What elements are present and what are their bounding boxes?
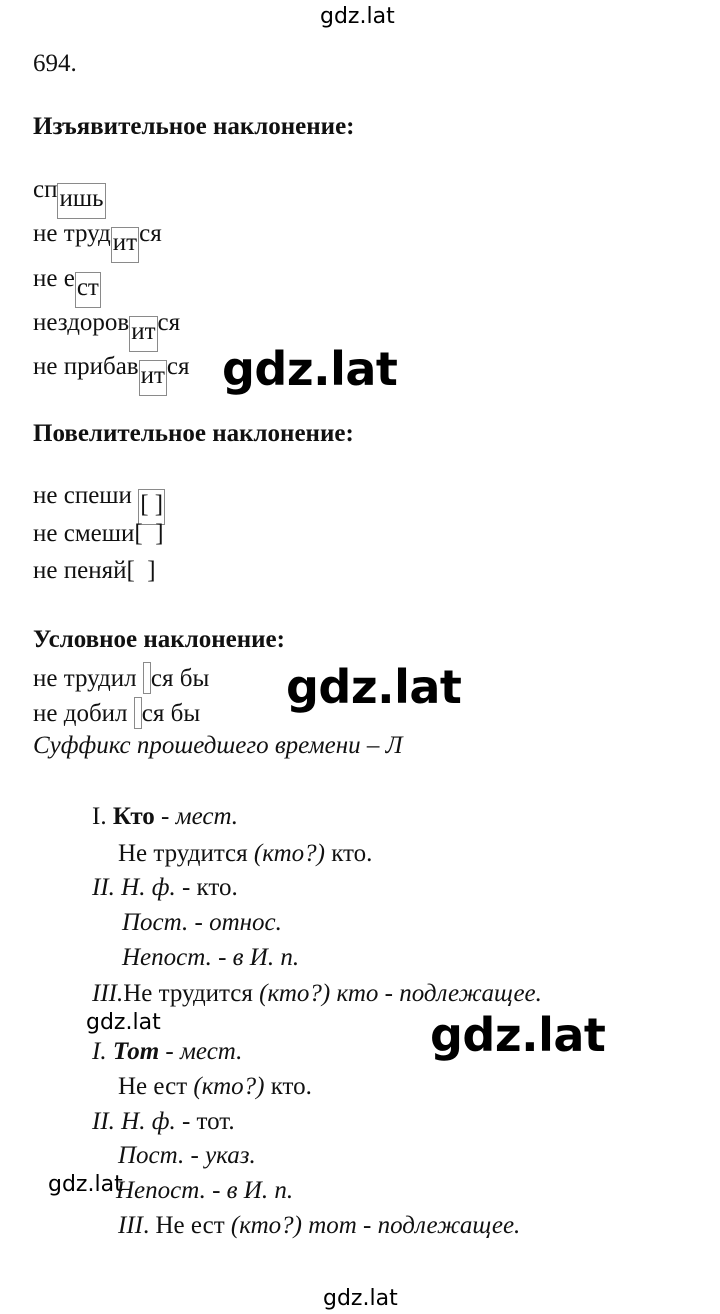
item-tail: ся	[166, 353, 190, 380]
item-stem: не добил	[33, 700, 128, 727]
indicative-item-3	[33, 265, 101, 308]
analysis1-line2	[118, 840, 372, 868]
item-stem: не смеши	[33, 520, 135, 547]
part-of-speech: - мест.	[159, 1038, 243, 1065]
roman-numeral: I.	[92, 803, 107, 830]
watermark-large-2: gdz.lat	[286, 660, 462, 714]
analysis1-line1	[92, 803, 238, 831]
ending-brackets: [ ]	[126, 557, 156, 584]
imperative-item-3	[33, 557, 156, 585]
conditional-heading: Условное наклонение:	[33, 626, 285, 653]
sentence-text: . Не ест	[142, 1212, 231, 1239]
indicative-item-1	[33, 176, 106, 219]
suffix-note: Суффикс прошедшего времени – Л	[33, 732, 403, 759]
analyzed-word: Кто	[112, 803, 155, 830]
analysis1-line3	[92, 874, 238, 902]
sentence-word: кто.	[264, 1073, 312, 1100]
imperative-item-1	[33, 482, 165, 525]
analysis1-line4: Пост. - относ.	[122, 909, 282, 936]
item-tail: ся бы	[150, 665, 210, 692]
imperative-heading: Повелительное наклонение:	[33, 420, 354, 447]
indicative-item-5	[33, 353, 190, 396]
ending-box: ит	[111, 227, 139, 263]
analysis2-line5: Непост. - в И. п.	[116, 1177, 294, 1204]
analysis2-line2	[118, 1073, 312, 1101]
ending-box: ишь	[57, 183, 105, 219]
watermark-small-2: gdz.lat	[48, 1172, 123, 1197]
item-tail: ся	[139, 220, 162, 247]
empty-ending-box	[143, 662, 151, 694]
imperative-item-2	[33, 520, 164, 548]
sentence-text: Не ест	[118, 1073, 194, 1100]
item-stem: нездоров	[33, 309, 130, 336]
ending-brackets: [ ]	[134, 520, 164, 547]
task-number: 694.	[33, 50, 77, 77]
conditional-item-2	[33, 697, 200, 729]
item-stem: не е	[33, 265, 75, 292]
question: (кто?)	[253, 840, 325, 867]
roman-numeral: III.	[92, 980, 124, 1007]
watermark-large-3: gdz.lat	[430, 1008, 606, 1062]
item-stem: не спеши	[33, 482, 139, 509]
analysis1-line6	[92, 980, 542, 1008]
watermark-small-1: gdz.lat	[86, 1010, 161, 1035]
ending-box: [ ]	[138, 489, 165, 525]
analysis2-line3	[92, 1108, 235, 1136]
initial-form-value: - тот.	[175, 1108, 235, 1135]
ending-box: ст	[75, 272, 101, 308]
initial-form-value: - кто.	[175, 874, 238, 901]
item-tail: ся бы	[141, 700, 201, 727]
ending-box: ит	[139, 360, 167, 396]
item-tail: ся	[157, 309, 181, 336]
question: (кто?)	[193, 1073, 265, 1100]
conditional-item-1	[33, 662, 209, 694]
indicative-item-4	[33, 309, 180, 352]
item-stem: не пеняй	[33, 557, 127, 584]
sentence-text: Не трудится	[118, 840, 254, 867]
watermark-top: gdz.lat	[320, 4, 395, 29]
analyzed-word: Тот	[112, 1038, 160, 1065]
indicative-heading: Изъявительное наклонение:	[33, 113, 355, 140]
analysis2-line6	[118, 1212, 520, 1240]
roman-numeral: III	[118, 1212, 143, 1239]
item-stem: не труд	[33, 220, 111, 247]
sentence-text: Не трудится	[123, 980, 260, 1007]
watermark-large-1: gdz.lat	[222, 342, 398, 396]
analysis2-line4: Пост. - указ.	[118, 1142, 256, 1169]
item-stem: не трудил	[33, 665, 137, 692]
ending-box: ит	[129, 316, 157, 352]
item-stem: сп	[33, 176, 58, 203]
sentence-word: кто.	[324, 840, 373, 867]
indicative-item-2	[33, 220, 162, 263]
roman-numeral: I.	[92, 1038, 113, 1065]
initial-form-label: II. Н. ф.	[92, 1108, 176, 1135]
syntactic-role: (кто?) тот - подлежащее.	[230, 1212, 521, 1239]
empty-ending-box	[134, 697, 142, 729]
analysis2-line1	[92, 1038, 242, 1066]
initial-form-label: II. Н. ф.	[92, 874, 176, 901]
syntactic-role: (кто?) кто - подлежащее.	[259, 980, 542, 1007]
analysis1-line5: Непост. - в И. п.	[122, 944, 300, 971]
item-stem: не прибав	[33, 353, 139, 380]
watermark-bottom: gdz.lat	[323, 1286, 398, 1311]
part-of-speech: - мест.	[154, 803, 239, 830]
